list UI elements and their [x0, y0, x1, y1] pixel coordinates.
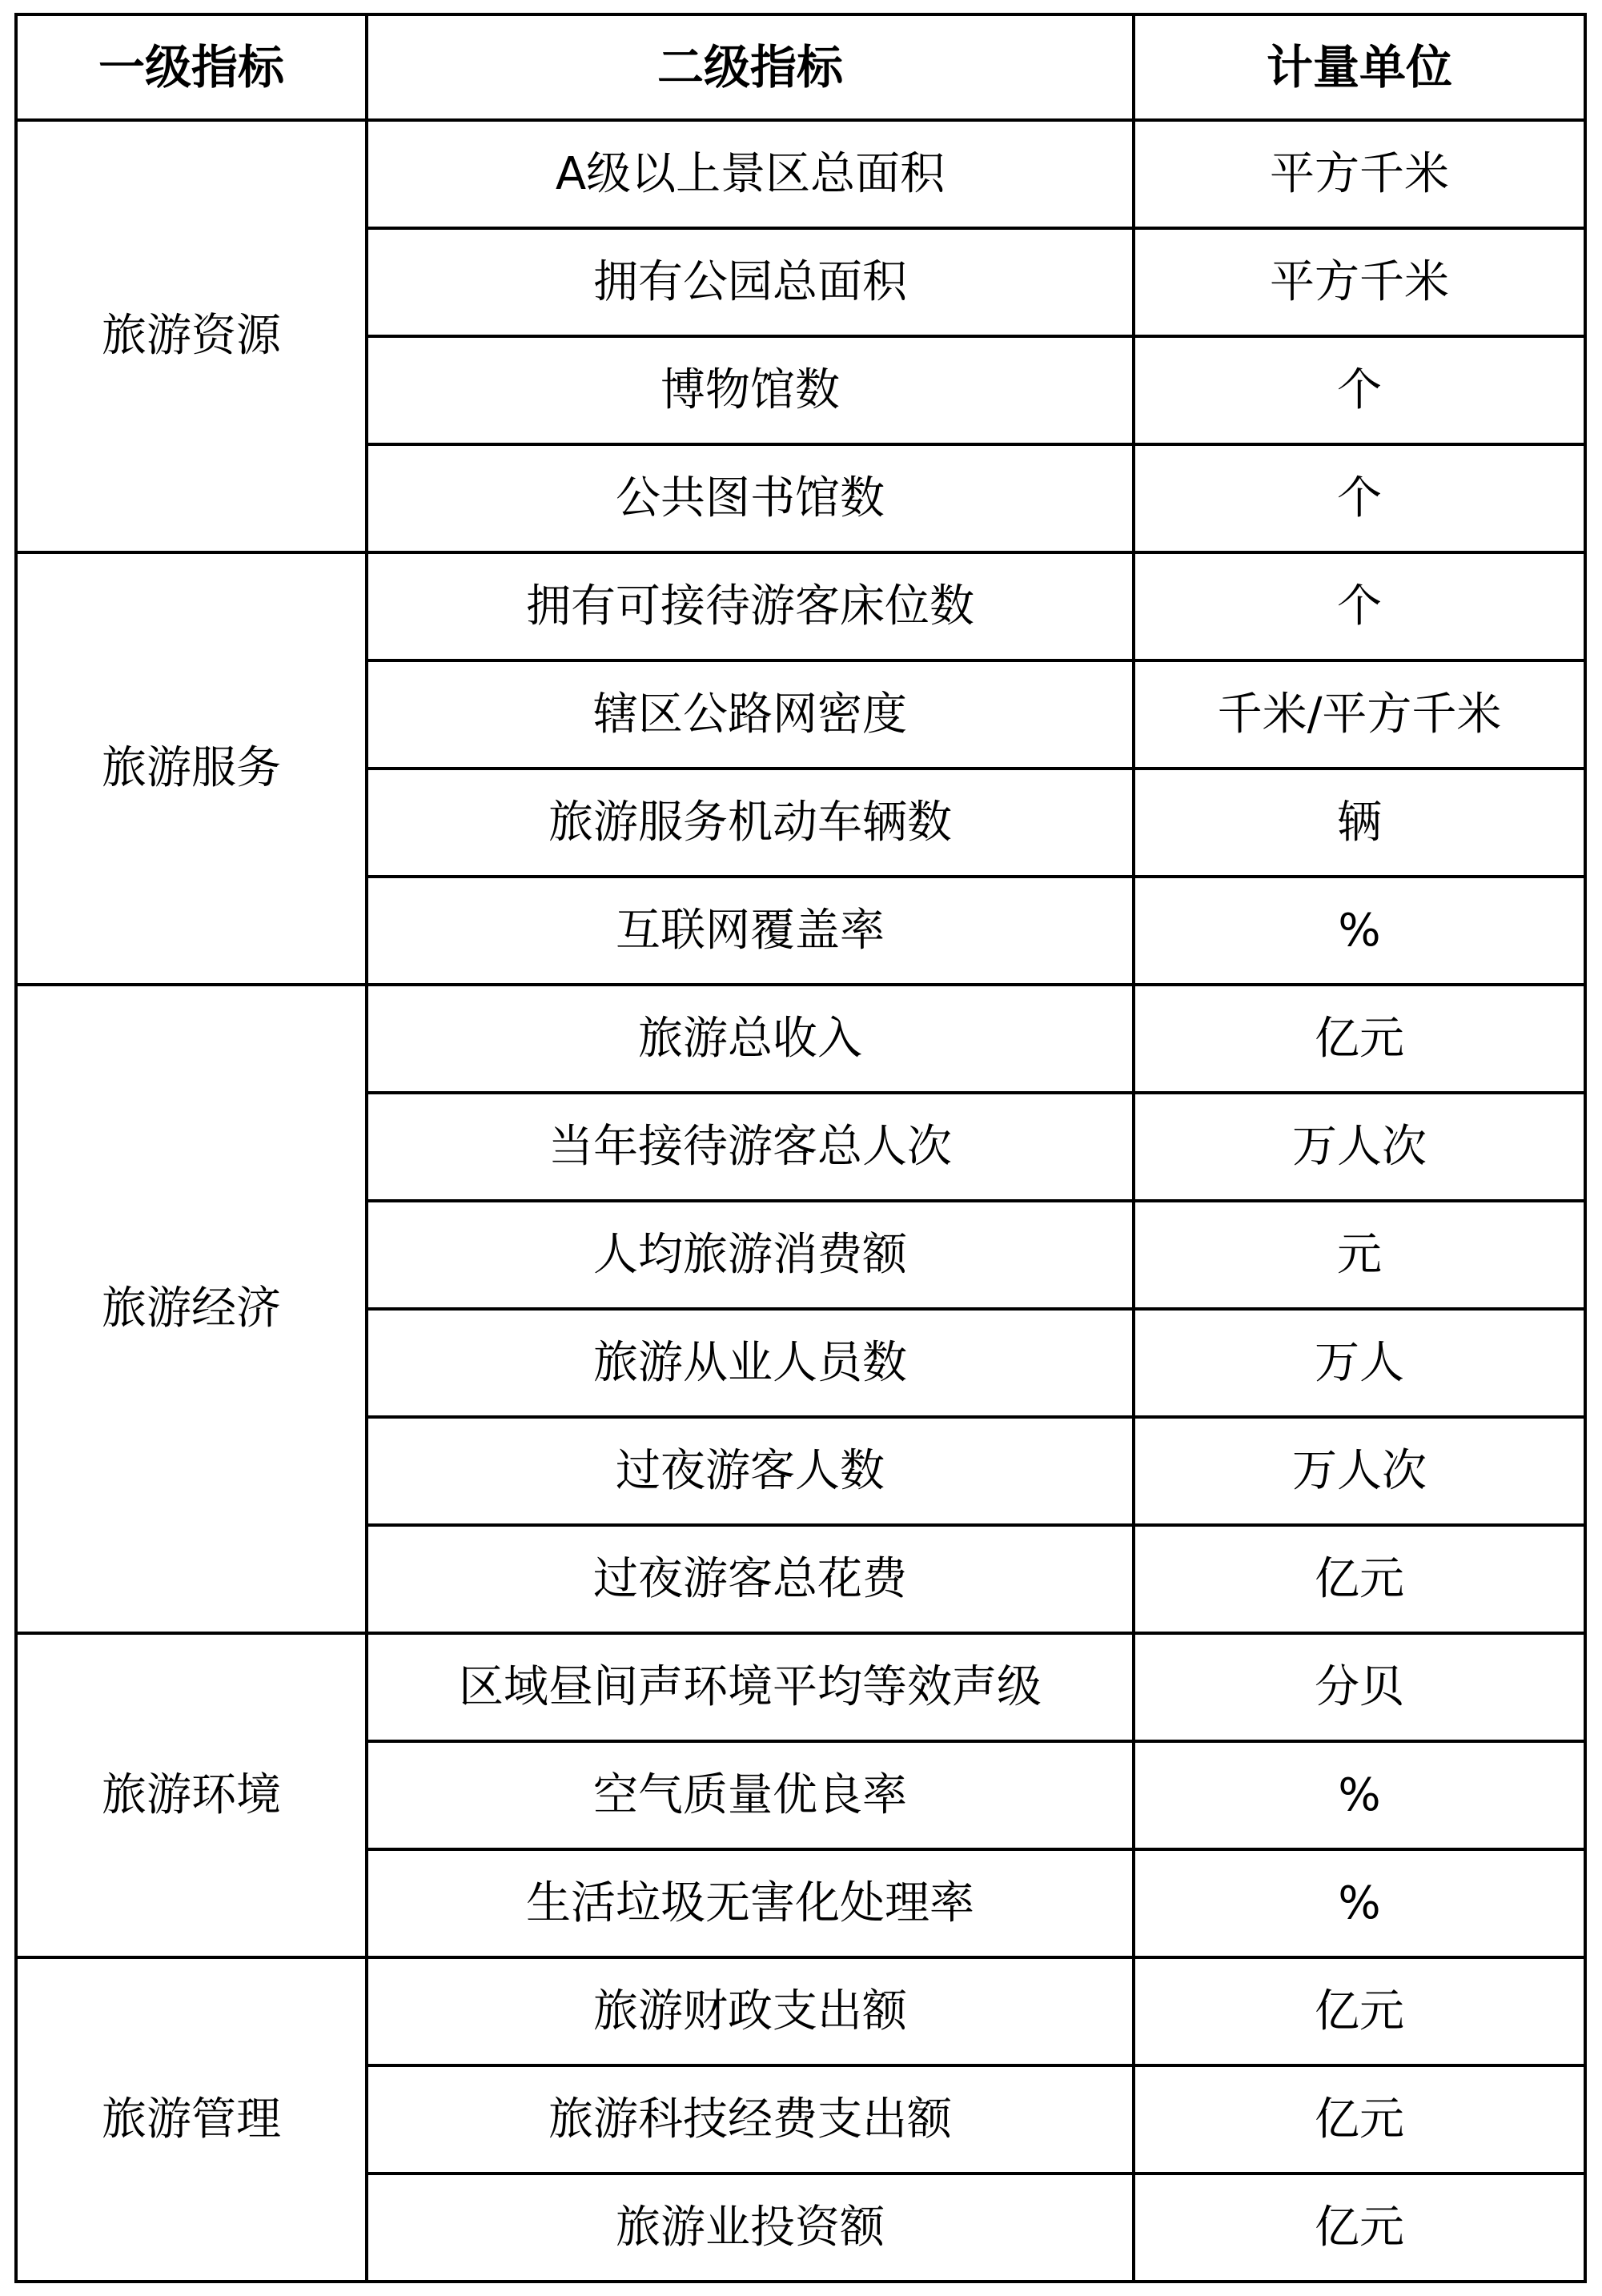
level2-indicator: 空气质量优良率 — [367, 1741, 1134, 1849]
level1-indicator: 旅游管理 — [16, 1957, 367, 2282]
level1-indicator: 旅游经济 — [16, 985, 367, 1633]
unit-cell: 万人 — [1134, 1309, 1585, 1417]
unit-cell: 个 — [1134, 336, 1585, 444]
unit-cell: 亿元 — [1134, 2065, 1585, 2174]
level2-indicator: A级以上景区总面积 — [367, 120, 1134, 228]
level1-indicator: 旅游资源 — [16, 120, 367, 552]
unit-cell: 亿元 — [1134, 1957, 1585, 2065]
table-body — [16, 120, 1585, 2282]
header-unit: 计量单位 — [1134, 14, 1585, 120]
table-row — [16, 120, 1585, 228]
level2-indicator: 拥有公园总面积 — [367, 228, 1134, 336]
table-row — [16, 1633, 1585, 1741]
level2-indicator: 博物馆数 — [367, 336, 1134, 444]
level2-indicator: 旅游科技经费支出额 — [367, 2065, 1134, 2174]
level2-indicator: 旅游业投资额 — [367, 2174, 1134, 2282]
unit-cell: 亿元 — [1134, 1525, 1585, 1633]
unit-cell: 万人次 — [1134, 1417, 1585, 1525]
table-row — [16, 552, 1585, 660]
unit-cell: 元 — [1134, 1201, 1585, 1309]
indicator-table — [14, 13, 1587, 2283]
level2-indicator: 旅游服务机动车辆数 — [367, 769, 1134, 877]
level2-indicator: 人均旅游消费额 — [367, 1201, 1134, 1309]
level2-indicator: 生活垃圾无害化处理率 — [367, 1849, 1134, 1957]
table-row — [16, 1957, 1585, 2065]
level2-indicator: 互联网覆盖率 — [367, 877, 1134, 985]
header-row — [16, 14, 1585, 120]
level2-indicator: 旅游财政支出额 — [367, 1957, 1134, 2065]
unit-cell: 分贝 — [1134, 1633, 1585, 1741]
level2-indicator: 过夜游客人数 — [367, 1417, 1134, 1525]
level2-indicator: 当年接待游客总人次 — [367, 1093, 1134, 1201]
unit-cell: 千米/平方千米 — [1134, 660, 1585, 769]
table-row — [16, 985, 1585, 1093]
level1-indicator: 旅游服务 — [16, 552, 367, 985]
level1-indicator: 旅游环境 — [16, 1633, 367, 1957]
level2-indicator: 拥有可接待游客床位数 — [367, 552, 1134, 660]
unit-cell: 辆 — [1134, 769, 1585, 877]
unit-cell: 万人次 — [1134, 1093, 1585, 1201]
level2-indicator: 旅游从业人员数 — [367, 1309, 1134, 1417]
unit-cell: 平方千米 — [1134, 120, 1585, 228]
header-level2: 二级指标 — [367, 14, 1134, 120]
unit-cell: % — [1134, 1741, 1585, 1849]
unit-cell: % — [1134, 877, 1585, 985]
unit-cell: 平方千米 — [1134, 228, 1585, 336]
level2-indicator: 辖区公路网密度 — [367, 660, 1134, 769]
unit-cell: 亿元 — [1134, 985, 1585, 1093]
unit-cell: 个 — [1134, 552, 1585, 660]
unit-cell: % — [1134, 1849, 1585, 1957]
unit-cell: 亿元 — [1134, 2174, 1585, 2282]
level2-indicator: 过夜游客总花费 — [367, 1525, 1134, 1633]
level2-indicator: 旅游总收入 — [367, 985, 1134, 1093]
level2-indicator: 公共图书馆数 — [367, 444, 1134, 552]
level2-indicator: 区域昼间声环境平均等效声级 — [367, 1633, 1134, 1741]
header-level1: 一级指标 — [16, 14, 367, 120]
unit-cell: 个 — [1134, 444, 1585, 552]
